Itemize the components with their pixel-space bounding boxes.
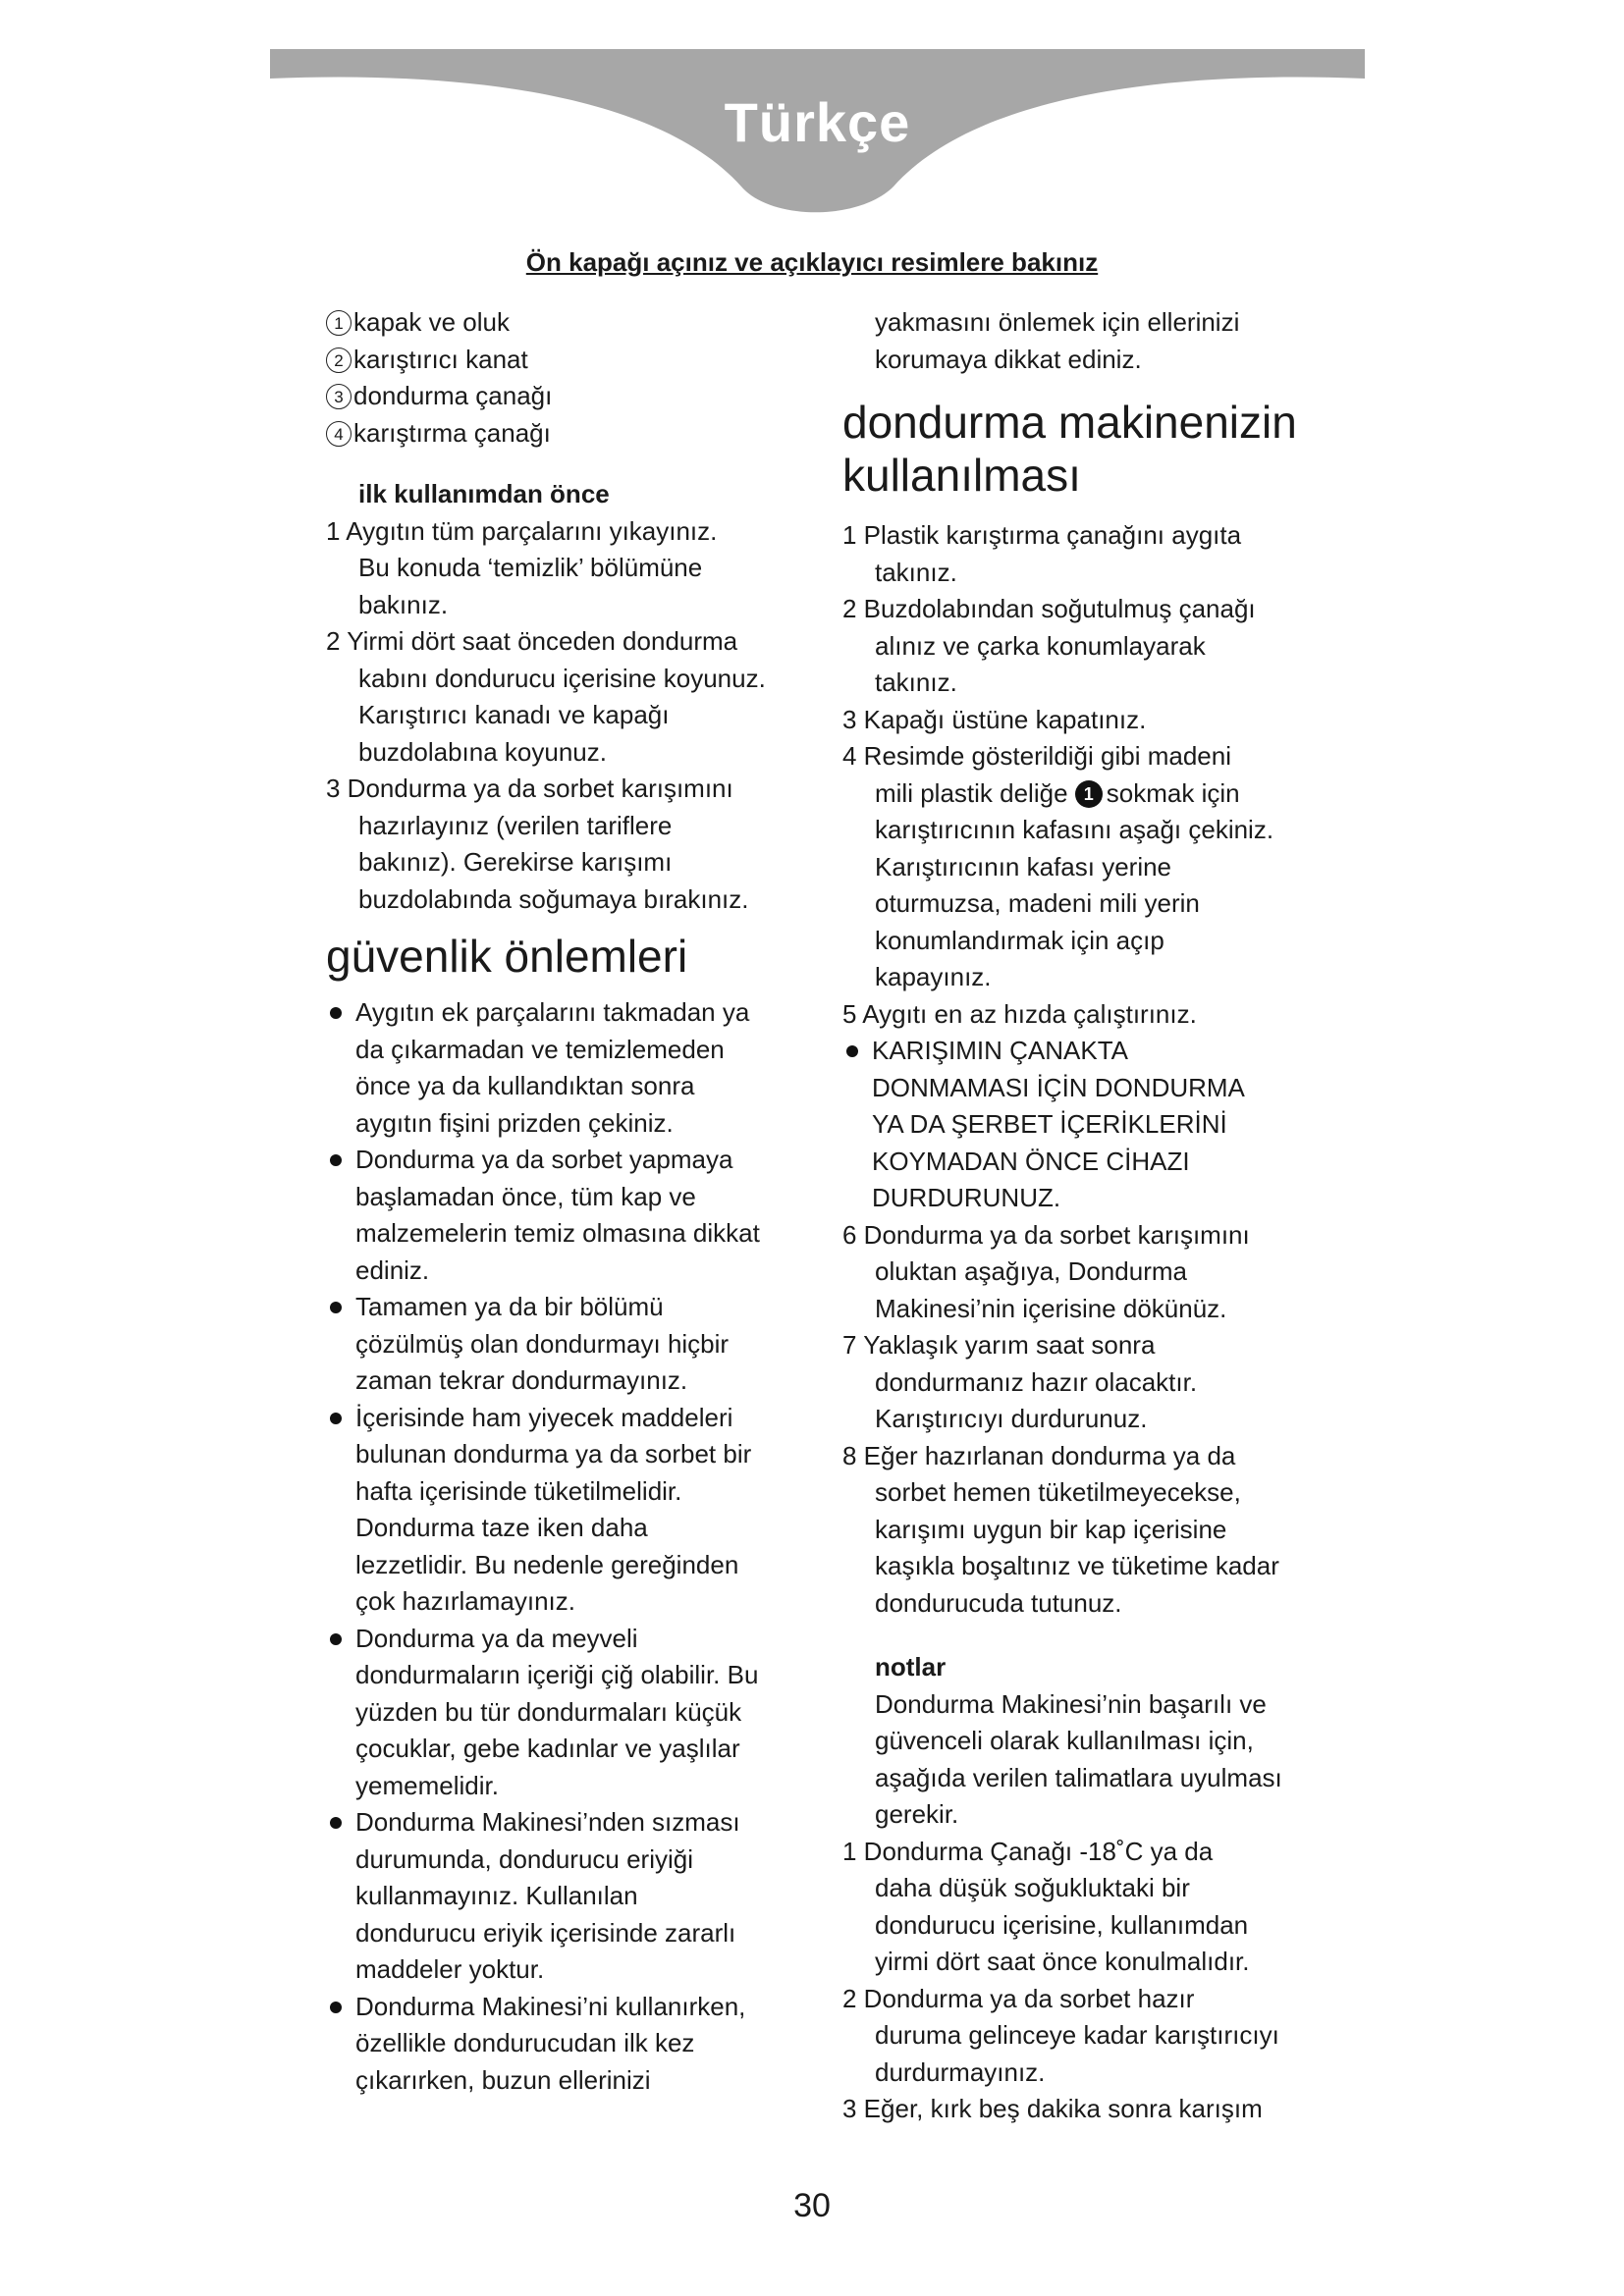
step-line: takınız. (875, 557, 957, 587)
part-item (326, 378, 817, 415)
note-line: duruma gelinceye kadar karıştırıcıyı (875, 2020, 1279, 2050)
step-line: oluktan aşağıya, Dondurma (875, 1256, 1187, 1286)
part-label: karıştırma çanağı (353, 417, 551, 448)
bullet-line: yüzden bu tür dondurmaları küçük (355, 1696, 742, 1727)
step-line: 2 Buzdolabından soğutulmuş çanağı (842, 594, 1256, 623)
bullet-line: Dondurma ya da meyveli (326, 1621, 817, 1658)
page-number: 30 (793, 2187, 831, 2224)
bullet-line: Dondurma taze iken daha (355, 1513, 648, 1542)
step-line: buzdolabında soğumaya bırakınız. (358, 883, 749, 914)
note-line: daha düşük soğukluktaki bir (875, 1873, 1190, 1902)
note-line: güvenceli olarak kullanılması için, (875, 1726, 1254, 1755)
bullet-line: çocuklar, gebe kadınlar ve yaşlılar (355, 1734, 740, 1763)
usage-steps-cont (842, 996, 1333, 1623)
step-line: 7 Yaklaşık yarım saat sonra (842, 1330, 1156, 1360)
bullet-line: Aygıtın ek parçalarını takmadan ya (326, 994, 817, 1032)
bullet-line: Dondurma Makinesi’ni kullanırken, (326, 1989, 817, 2026)
bullet-line: yememelidir. (355, 1770, 499, 1800)
part-label: karıştırıcı kanat (353, 344, 528, 374)
bullet-line: lezzetlidir. Bu nedenle gereğinden (355, 1549, 739, 1579)
bullet-line: da çıkarmadan ve temizlemeden (355, 1034, 725, 1064)
step-line: Makinesi’nin içerisine dökünüz. (875, 1293, 1227, 1323)
step-line: 5 Aygıtı en az hızda çalıştırınız. (842, 998, 1197, 1029)
bullet-line: durumunda, dondurucu eriyiği (355, 1843, 693, 1874)
parts-list (326, 304, 817, 452)
step-line: hazırlayınız (verilen tariflere (358, 810, 673, 840)
step4-pre: mili plastik deliğe (875, 777, 1068, 808)
usage-heading-line1: dondurma makinenizin (842, 397, 1297, 448)
step-line: 8 Eğer hazırlanan dondurma ya da (842, 1440, 1236, 1470)
part-number-icon: 2 (326, 347, 352, 373)
part-label: kapak ve oluk (353, 307, 510, 337)
bullet-line: çok hazırlamayınız. (355, 1586, 575, 1616)
bullet-line: dondurmaların içeriği çiğ olabilir. Bu (355, 1660, 759, 1689)
step-line: 2 Yirmi dört saat önceden dondurma (326, 626, 738, 656)
safety-continued (842, 304, 1333, 378)
note-line: 2 Dondurma ya da sorbet hazır (842, 1983, 1195, 2013)
notes-heading: notlar (875, 1652, 947, 1682)
step-line: buzdolabına koyunuz. (358, 736, 607, 767)
language-banner (270, 49, 1365, 221)
note-line: durdurmayınız. (875, 2056, 1046, 2087)
step-line: 1 Plastik karıştırma çanağını aygıta (842, 520, 1242, 550)
bullet-line: Dondurma ya da sorbet yapmaya (326, 1142, 817, 1179)
bullet-line: Dondurma Makinesi’nden sızması (326, 1804, 817, 1842)
bullet-line: aygıtın fişini prizden çekiniz. (355, 1107, 674, 1138)
step-line: kapayınız. (875, 962, 992, 991)
step-line: konumlandırmak için açıp (875, 925, 1164, 955)
bullet-line: kullanmayınız. Kullanılan (355, 1881, 638, 1910)
bullet-line: malzemelerin temiz olmasına dikkat (355, 1218, 760, 1248)
step-line: kabını dondurucu içerisine koyunuz. (358, 663, 766, 693)
step-line: kaşıkla boşaltınız ve tüketime kadar (875, 1551, 1279, 1580)
step-line: dondurmanız hazır olacaktır. (875, 1366, 1198, 1397)
step-line: oturmuzsa, madeni mili yerin (875, 888, 1200, 918)
usage-heading-line2: kullanılması (842, 450, 1081, 501)
bullet-line: başlamadan önce, tüm kap ve (355, 1181, 696, 1211)
bullet-line: önce ya da kullandıktan sonra (355, 1071, 695, 1100)
bullet-line: Tamamen ya da bir bölümü (326, 1289, 817, 1326)
bullet-line: özellikle dondurucudan ilk kez (355, 2028, 695, 2057)
part-item (326, 415, 817, 453)
step-line: sorbet hemen tüketilmeyecekse, (875, 1477, 1241, 1507)
part-item (326, 304, 817, 342)
step-line: Karıştırıcı kanadı ve kapağı (358, 700, 670, 729)
language-title: Türkçe (724, 91, 911, 153)
usage-step-4 (842, 738, 1333, 996)
step-line: 3 Kapağı üstüne kapatınız. (842, 704, 1147, 734)
note-line: dondurucu içerisine, kullanımdan (875, 1909, 1249, 1940)
section-subtitle: Ön kapağı açınız ve açıklayıcı resimlere bakınız (525, 247, 1099, 277)
step-line: 3 Dondurma ya da sorbet karışımını (326, 774, 733, 803)
warning-line: DURDURUNUZ. (872, 1183, 1061, 1212)
figure-ref-1-icon: 1 (1075, 780, 1103, 808)
warning-line: KOYMADAN ÖNCE CİHAZI (872, 1146, 1190, 1176)
step-line: 1 Aygıtın tüm parçalarını yıkayınız. (326, 515, 718, 546)
step4-line1: 4 Resimde gösterildiği gibi madeni (842, 741, 1231, 771)
bullet-line: İçerisinde ham yiyecek maddeleri (326, 1400, 817, 1437)
step-line: bakınız). Gerekirse karışımı (358, 847, 673, 877)
part-number-icon: 4 (326, 421, 352, 447)
bullet-line: çözülmüş olan dondurmayı hiçbir (355, 1328, 730, 1359)
warning-line: DONMAMASI İÇİN DONDURMA (872, 1072, 1245, 1102)
part-label: dondurma çanağı (353, 381, 553, 410)
safety-heading: güvenlik önlemleri (326, 931, 688, 982)
bullet-line: dondurucu eriyik içerisinde zararlı (355, 1917, 736, 1948)
step-line: karışımı uygun bir kap içerisine (875, 1514, 1227, 1544)
warning-line: YA DA ŞERBET İÇERİKLERİNİ (872, 1109, 1227, 1139)
step4-line2 (842, 775, 1333, 813)
bullet-line: hafta içerisinde tüketilmelidir. (355, 1475, 682, 1506)
before-first-use-heading: ilk kullanımdan önce (358, 479, 610, 508)
step-line: alınız ve çarka konumlayarak (875, 630, 1206, 661)
usage-steps (842, 517, 1333, 738)
safety-list (326, 994, 817, 2099)
note-line: aşağıda verilen talimatlara uyulması (875, 1762, 1282, 1792)
step-line: 6 Dondurma ya da sorbet karışımını (842, 1219, 1250, 1250)
left-column (326, 304, 817, 2099)
step4-post: sokmak için (1106, 777, 1240, 808)
step-line: Karıştırıcının kafası yerine (875, 851, 1172, 881)
note-line: yirmi dört saat önce konulmalıdır. (875, 1947, 1250, 1976)
note-line: 3 Eğer, kırk beş dakika sonra karışım (842, 2094, 1263, 2123)
bullet-line: zaman tekrar dondurmayınız. (355, 1365, 688, 1395)
note-line: 1 Dondurma Çanağı -18˚C ya da (842, 1836, 1214, 1866)
bullet-line: korumaya dikkat ediniz. (875, 344, 1142, 374)
step-line: takınız. (875, 667, 957, 697)
part-number-icon: 3 (326, 384, 352, 409)
bullet-line: çıkarırken, buzun ellerinizi (355, 2064, 651, 2095)
step-line: Karıştırıcıyı durdurunuz. (875, 1404, 1148, 1433)
notes-intro (842, 1686, 1333, 1834)
part-item (326, 342, 817, 379)
bullet-line: ediniz. (355, 1255, 430, 1285)
note-line: gerekir. (875, 1799, 959, 1829)
part-number-icon: 1 (326, 310, 352, 336)
bullet-line: yakmasını önlemek için ellerinizi (875, 307, 1240, 337)
step-line: bakınız. (358, 589, 449, 619)
step-line: Bu konuda ‘temizlik’ bölümüne (358, 553, 703, 582)
note-line: Dondurma Makinesi’nin başarılı ve (875, 1688, 1267, 1719)
notes-items (842, 1834, 1333, 2128)
bullet-line: bulunan dondurma ya da sorbet bir (355, 1439, 752, 1468)
right-column (842, 304, 1333, 2128)
bullet-line: maddeler yoktur. (355, 1954, 545, 1984)
step-line: dondurucuda tutunuz. (875, 1587, 1122, 1618)
warning-line: KARIŞIMIN ÇANAKTA (842, 1033, 1333, 1070)
before-first-use-steps (326, 513, 817, 919)
step4-rest (842, 812, 1333, 996)
step-line: karıştırıcının kafasını aşağı çekiniz. (875, 815, 1274, 844)
